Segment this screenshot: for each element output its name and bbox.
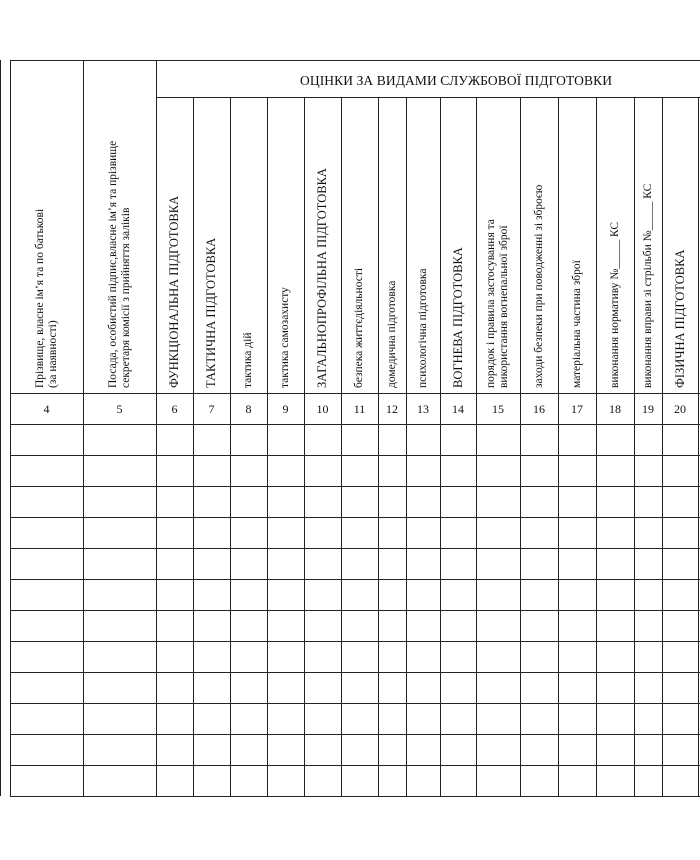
- table-cell[interactable]: [193, 734, 230, 765]
- column-header-line: секретаря комісії з прийняття заліків: [119, 207, 132, 388]
- table-cell[interactable]: [156, 424, 193, 455]
- table-cell[interactable]: [304, 672, 341, 703]
- table-cell[interactable]: [156, 765, 193, 796]
- table-cell[interactable]: [267, 579, 304, 610]
- table-cell[interactable]: [341, 641, 378, 672]
- table-cell[interactable]: [267, 703, 304, 734]
- table-row: [0, 734, 700, 765]
- table-cell[interactable]: [558, 765, 596, 796]
- table-cell[interactable]: [662, 765, 698, 796]
- table-cell[interactable]: [558, 424, 596, 455]
- table-cell[interactable]: [634, 424, 662, 455]
- table-cell[interactable]: [267, 455, 304, 486]
- column-header-6: [168, 196, 181, 388]
- table-cell[interactable]: [230, 517, 267, 548]
- column-number: 18: [609, 402, 621, 416]
- column-header-line: виконання вправи зі стрільби №_____ КС: [641, 183, 654, 388]
- table-cell[interactable]: [662, 455, 698, 486]
- table-cell[interactable]: [476, 424, 520, 455]
- table-cell[interactable]: [10, 579, 83, 610]
- table-cell[interactable]: [558, 610, 596, 641]
- table-cell[interactable]: [83, 641, 156, 672]
- table-cell[interactable]: [156, 455, 193, 486]
- table-cell[interactable]: [558, 548, 596, 579]
- table-cell[interactable]: [440, 455, 476, 486]
- table-cell[interactable]: [341, 486, 378, 517]
- table-cell[interactable]: [476, 517, 520, 548]
- table-cell[interactable]: [10, 548, 83, 579]
- table-cell[interactable]: [10, 641, 83, 672]
- table-cell[interactable]: [634, 672, 662, 703]
- table-cell[interactable]: [596, 703, 634, 734]
- table-cell[interactable]: [406, 579, 440, 610]
- table-cell[interactable]: [406, 517, 440, 548]
- table-cell[interactable]: [406, 424, 440, 455]
- table-cell[interactable]: [341, 703, 378, 734]
- table-cell[interactable]: [267, 641, 304, 672]
- table-cell[interactable]: [10, 610, 83, 641]
- table-cell[interactable]: [476, 641, 520, 672]
- table-cell[interactable]: [662, 517, 698, 548]
- table-row: [0, 641, 700, 672]
- table-cell[interactable]: [476, 703, 520, 734]
- table-cell[interactable]: [156, 548, 193, 579]
- table-cell[interactable]: [406, 455, 440, 486]
- table-cell[interactable]: [476, 672, 520, 703]
- column-header-4: [34, 209, 60, 388]
- table-cell[interactable]: [267, 672, 304, 703]
- row-divider: [10, 796, 700, 797]
- column-header-12: [386, 281, 399, 388]
- table-cell[interactable]: [230, 610, 267, 641]
- column-header-line: використання вогнепальної зброї: [498, 225, 510, 388]
- table-row: [0, 765, 700, 796]
- table-cell[interactable]: [520, 486, 558, 517]
- column-header-line: безпека життєдіяльності: [353, 267, 365, 388]
- table-cell[interactable]: [378, 548, 406, 579]
- table-cell[interactable]: [634, 486, 662, 517]
- column-number: 15: [492, 402, 504, 416]
- table-cell[interactable]: [520, 455, 558, 486]
- table-cell[interactable]: [156, 610, 193, 641]
- table-cell[interactable]: [476, 579, 520, 610]
- table-cell[interactable]: [193, 641, 230, 672]
- table-cell[interactable]: [520, 548, 558, 579]
- table-row: [0, 424, 700, 455]
- table-cell[interactable]: [378, 765, 406, 796]
- table-cell[interactable]: [83, 734, 156, 765]
- table-cell[interactable]: [440, 548, 476, 579]
- table-cell[interactable]: [156, 486, 193, 517]
- table-cell[interactable]: [662, 641, 698, 672]
- table-cell[interactable]: [476, 610, 520, 641]
- column-header-8: [242, 333, 255, 388]
- table-cell[interactable]: [304, 765, 341, 796]
- table-cell[interactable]: [596, 765, 634, 796]
- table-cell[interactable]: [341, 672, 378, 703]
- column-header-11: [353, 268, 366, 388]
- table-cell[interactable]: [83, 672, 156, 703]
- table-cell[interactable]: [304, 734, 341, 765]
- table-cell[interactable]: [378, 455, 406, 486]
- table-cell[interactable]: [634, 455, 662, 486]
- table-cell[interactable]: [558, 672, 596, 703]
- table-cell[interactable]: [267, 517, 304, 548]
- column-number: 14: [452, 402, 464, 416]
- table-cell[interactable]: [520, 703, 558, 734]
- table-cell[interactable]: [341, 424, 378, 455]
- table-cell[interactable]: [596, 486, 634, 517]
- table-cell[interactable]: [476, 455, 520, 486]
- column-header-line: ЗАГАЛЬНОПРОФІЛЬНА ПІДГОТОВКА: [315, 168, 329, 388]
- table-cell[interactable]: [596, 641, 634, 672]
- column-header-line: заходи безпеки при поводженні зі зброєю: [532, 184, 545, 388]
- table-cell[interactable]: [520, 765, 558, 796]
- table-cell[interactable]: [83, 548, 156, 579]
- table-cell[interactable]: [156, 734, 193, 765]
- column-header-line: тактика самозахисту: [279, 287, 291, 388]
- table-cell[interactable]: [378, 424, 406, 455]
- table-top-border: [10, 60, 700, 61]
- table-cell[interactable]: [304, 548, 341, 579]
- table-cell[interactable]: [476, 734, 520, 765]
- column-header-line: (за наявності): [46, 320, 59, 388]
- table-cell[interactable]: [10, 734, 83, 765]
- table-cell[interactable]: [341, 579, 378, 610]
- column-header-line: матеріальна частина зброї: [570, 260, 583, 388]
- table-cell[interactable]: [378, 641, 406, 672]
- column-header-line: ФУНКЦІОНАЛЬНА ПІДГОТОВКА: [167, 195, 181, 388]
- table-cell[interactable]: [520, 641, 558, 672]
- column-number: 17: [571, 402, 583, 416]
- table-row: [0, 703, 700, 734]
- column-header-9: [279, 287, 292, 388]
- table-cell[interactable]: [440, 703, 476, 734]
- table-cell[interactable]: [341, 610, 378, 641]
- table-cell[interactable]: [267, 548, 304, 579]
- column-header-line: домедична підготовка: [385, 280, 398, 388]
- column-number: 13: [417, 402, 429, 416]
- column-number: 7: [208, 402, 215, 416]
- table-cell[interactable]: [341, 455, 378, 486]
- table-cell[interactable]: [634, 579, 662, 610]
- table-cell[interactable]: [520, 424, 558, 455]
- table-cell[interactable]: [193, 424, 230, 455]
- table-cell[interactable]: [558, 517, 596, 548]
- table-cell[interactable]: [304, 579, 341, 610]
- table-cell[interactable]: [230, 424, 267, 455]
- table-cell[interactable]: [193, 672, 230, 703]
- table-cell[interactable]: [10, 765, 83, 796]
- table-cell[interactable]: [10, 486, 83, 517]
- table-cell[interactable]: [156, 517, 193, 548]
- table-cell[interactable]: [440, 610, 476, 641]
- column-header-line: психологічна підготовка: [416, 268, 429, 388]
- table-cell[interactable]: [558, 734, 596, 765]
- table-row: [0, 455, 700, 486]
- table-cell[interactable]: [596, 517, 634, 548]
- table-row: [0, 486, 700, 517]
- table-cell[interactable]: [596, 579, 634, 610]
- table-cell[interactable]: [634, 703, 662, 734]
- column-header-line: ФІЗИЧНА ПІДГОТОВКА: [672, 249, 687, 388]
- column-header-20: [674, 250, 687, 389]
- table-cell[interactable]: [558, 486, 596, 517]
- table-cell[interactable]: [230, 734, 267, 765]
- table-cell[interactable]: [304, 424, 341, 455]
- column-number: 6: [171, 402, 178, 416]
- table-cell[interactable]: [476, 486, 520, 517]
- column-header-13: [417, 269, 430, 388]
- table-cell[interactable]: [230, 579, 267, 610]
- table-cell[interactable]: [406, 672, 440, 703]
- table-cell[interactable]: [230, 455, 267, 486]
- table-cell[interactable]: [193, 548, 230, 579]
- table-cell[interactable]: [596, 672, 634, 703]
- table-cell[interactable]: [193, 765, 230, 796]
- table-cell[interactable]: [304, 703, 341, 734]
- column-header-19: [642, 184, 655, 388]
- table-cell[interactable]: [520, 672, 558, 703]
- table-cell[interactable]: [83, 765, 156, 796]
- table-cell[interactable]: [156, 579, 193, 610]
- table-cell[interactable]: [476, 548, 520, 579]
- table-cell[interactable]: [378, 672, 406, 703]
- column-number: 11: [353, 402, 366, 416]
- table-cell[interactable]: [662, 548, 698, 579]
- table-cell[interactable]: [341, 765, 378, 796]
- table-cell[interactable]: [440, 641, 476, 672]
- table-cell[interactable]: [341, 517, 378, 548]
- column-header-5: [107, 141, 133, 388]
- column-number: 4: [43, 402, 50, 416]
- table-cell[interactable]: [10, 672, 83, 703]
- table-cell[interactable]: [634, 610, 662, 641]
- table-cell[interactable]: [378, 734, 406, 765]
- table-cell[interactable]: [634, 517, 662, 548]
- table-cell[interactable]: [662, 703, 698, 734]
- table-row: [0, 610, 700, 641]
- table-cell[interactable]: [440, 517, 476, 548]
- table-cell[interactable]: [440, 765, 476, 796]
- table-cell[interactable]: [83, 703, 156, 734]
- table-cell[interactable]: [193, 486, 230, 517]
- table-cell[interactable]: [267, 765, 304, 796]
- table-cell[interactable]: [10, 517, 83, 548]
- column-header-14: [452, 247, 465, 388]
- table-cell[interactable]: [406, 486, 440, 517]
- table-cell[interactable]: [304, 455, 341, 486]
- table-cell[interactable]: [230, 548, 267, 579]
- column-number: 12: [386, 402, 398, 416]
- table-cell[interactable]: [440, 672, 476, 703]
- table-cell[interactable]: [10, 703, 83, 734]
- column-header-line: порядок і правила застосування та: [485, 219, 497, 388]
- table-cell[interactable]: [558, 455, 596, 486]
- table-cell[interactable]: [230, 703, 267, 734]
- column-number: 16: [533, 402, 545, 416]
- table-cell[interactable]: [230, 672, 267, 703]
- table-cell[interactable]: [520, 610, 558, 641]
- table-cell[interactable]: [10, 424, 83, 455]
- table-cell[interactable]: [156, 672, 193, 703]
- column-number: 9: [282, 402, 289, 416]
- column-header-15: [485, 219, 511, 388]
- table-cell[interactable]: [156, 703, 193, 734]
- table-cell[interactable]: [596, 734, 634, 765]
- table-cell[interactable]: [378, 610, 406, 641]
- table-cell[interactable]: [662, 672, 698, 703]
- table-cell[interactable]: [558, 579, 596, 610]
- table-cell[interactable]: [83, 579, 156, 610]
- table-cell[interactable]: [634, 734, 662, 765]
- table-cell[interactable]: [662, 424, 698, 455]
- column-header-10: [316, 168, 329, 388]
- table-cell[interactable]: [193, 517, 230, 548]
- table-cell[interactable]: [558, 641, 596, 672]
- table-cell[interactable]: [378, 703, 406, 734]
- group-title: ОЦІНКИ ЗА ВИДАМИ СЛУЖБОВОЇ ПІДГОТОВКИ: [300, 73, 613, 88]
- table-cell[interactable]: [520, 517, 558, 548]
- table-cell[interactable]: [558, 703, 596, 734]
- table-cell[interactable]: [267, 734, 304, 765]
- table-row: [0, 579, 700, 610]
- table-cell[interactable]: [596, 455, 634, 486]
- column-header-line: Прізвище, власне ім’я та по батькові: [33, 208, 46, 388]
- column-header-16: [533, 185, 546, 388]
- table-row: [0, 517, 700, 548]
- table-cell[interactable]: [83, 424, 156, 455]
- column-number: 8: [245, 402, 252, 416]
- table-row: [0, 548, 700, 579]
- table-cell[interactable]: [634, 641, 662, 672]
- table-cell[interactable]: [230, 641, 267, 672]
- table-cell[interactable]: [83, 517, 156, 548]
- table-cell[interactable]: [406, 765, 440, 796]
- table-cell[interactable]: [596, 548, 634, 579]
- table-cell[interactable]: [440, 734, 476, 765]
- table-cell[interactable]: [662, 610, 698, 641]
- table-cell[interactable]: [230, 765, 267, 796]
- table-cell[interactable]: [83, 455, 156, 486]
- table-cell[interactable]: [520, 579, 558, 610]
- table-cell[interactable]: [406, 548, 440, 579]
- table-cell[interactable]: [304, 517, 341, 548]
- table-cell[interactable]: [440, 579, 476, 610]
- column-header-line: Посада, особистий підпис,власне ім’я та прізвище: [106, 140, 119, 388]
- table-cell[interactable]: [193, 579, 230, 610]
- table-cell[interactable]: [634, 548, 662, 579]
- table-cell[interactable]: [341, 734, 378, 765]
- table-cell[interactable]: [596, 610, 634, 641]
- group-title-divider: [156, 97, 700, 98]
- table-cell[interactable]: [83, 486, 156, 517]
- column-header-17: [571, 260, 584, 388]
- column-number: 19: [642, 402, 654, 416]
- table-cell[interactable]: [378, 579, 406, 610]
- table-cell[interactable]: [193, 455, 230, 486]
- column-header-line: ТАКТИЧНА ПІДГОТОВКА: [204, 237, 218, 388]
- table-cell[interactable]: [406, 610, 440, 641]
- table-cell[interactable]: [10, 455, 83, 486]
- column-header-18: [609, 222, 622, 388]
- table-cell[interactable]: [304, 486, 341, 517]
- table-cell[interactable]: [406, 703, 440, 734]
- table-cell[interactable]: [662, 734, 698, 765]
- column-number: 20: [674, 402, 686, 416]
- table-cell[interactable]: [406, 734, 440, 765]
- table-cell[interactable]: [304, 610, 341, 641]
- table-cell[interactable]: [378, 517, 406, 548]
- table-row: [0, 672, 700, 703]
- table-cell[interactable]: [267, 610, 304, 641]
- table-cell[interactable]: [662, 579, 698, 610]
- table-cell[interactable]: [520, 734, 558, 765]
- table-cell[interactable]: [267, 424, 304, 455]
- table-cell[interactable]: [476, 765, 520, 796]
- column-header-line: виконання нормативу №_____ КС: [608, 221, 621, 388]
- column-header-line: тактика дій: [242, 332, 254, 388]
- table-cell[interactable]: [378, 486, 406, 517]
- column-header-line: ВОГНЕВА ПІДГОТОВКА: [450, 247, 465, 388]
- table-cell[interactable]: [83, 610, 156, 641]
- column-number: 10: [316, 402, 329, 416]
- column-number: 5: [116, 402, 123, 416]
- table-cell[interactable]: [596, 424, 634, 455]
- column-header-7: [205, 238, 218, 388]
- table-cell[interactable]: [193, 610, 230, 641]
- table-cell[interactable]: [440, 486, 476, 517]
- table-cell[interactable]: [156, 641, 193, 672]
- table-cell[interactable]: [341, 548, 378, 579]
- table-cell[interactable]: [406, 641, 440, 672]
- table-cell[interactable]: [634, 765, 662, 796]
- table-cell[interactable]: [304, 641, 341, 672]
- table-cell[interactable]: [662, 486, 698, 517]
- table-cell[interactable]: [267, 486, 304, 517]
- table-cell[interactable]: [440, 424, 476, 455]
- table-cell[interactable]: [230, 486, 267, 517]
- table-cell[interactable]: [193, 703, 230, 734]
